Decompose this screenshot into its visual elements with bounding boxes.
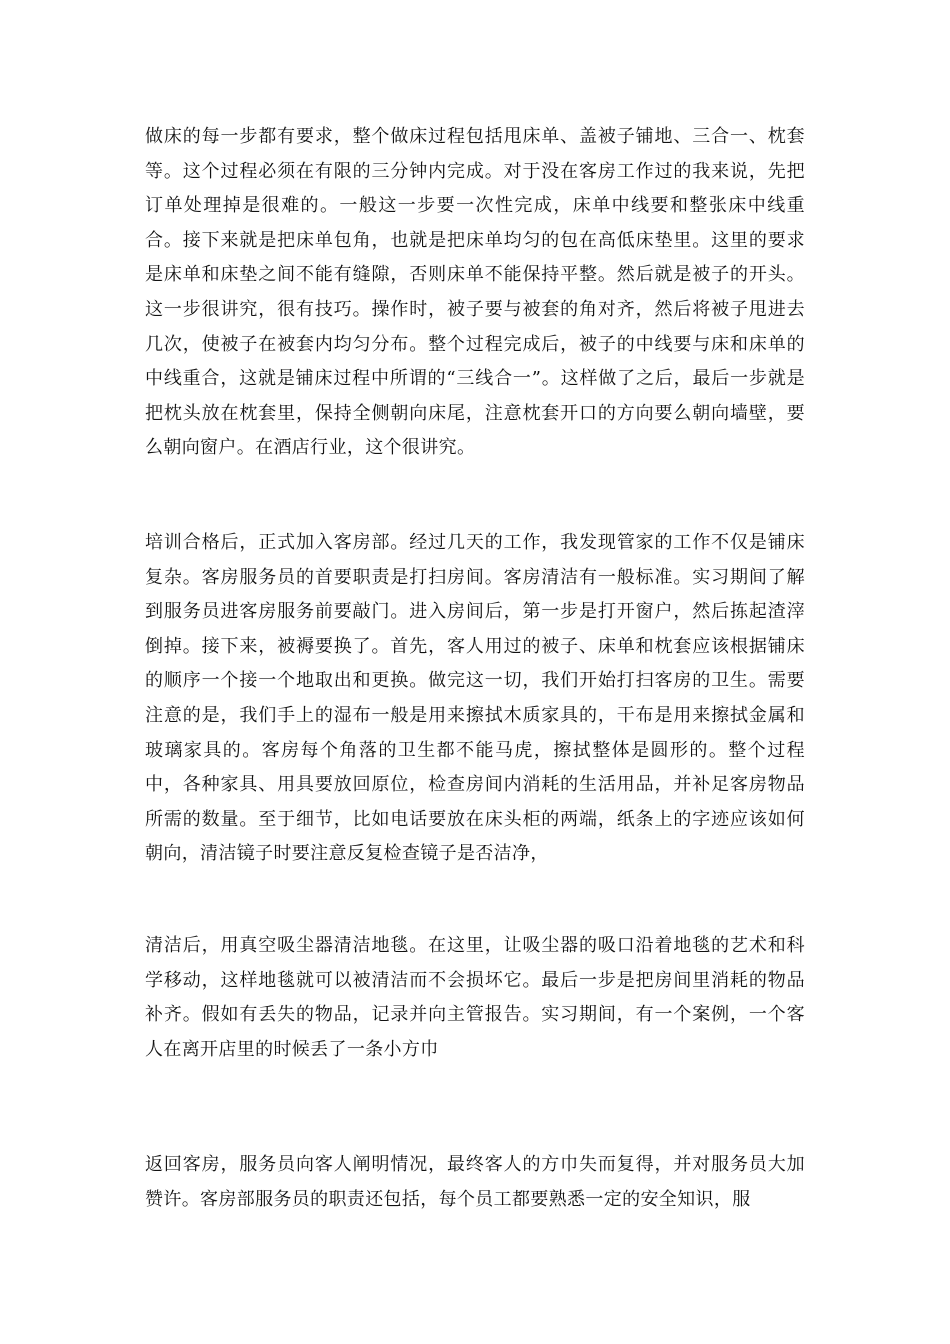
paragraph-carpet-cleaning: 清洁后，用真空吸尘器清洁地毯。在这里，让吸尘器的吸口沿着地毯的艺术和科学移动，这样地毯就可以被清洁而不会损坏它。最后一步是把房间里消耗的物品补齐。假如有丢失的物品，记录并向主管报告。实习期间，有一个案例，一个客人在离开店里的时候丢了一条小方巾 [145, 935, 805, 1060]
paragraph-bed-making: 做床的每一步都有要求，整个做床过程包括甩床单、盖被子铺地、三合一、枕套等。这个过程必须在有限的三分钟内完成。对于没在客房工作过的我来说，先把订单处理掉是很难的。一般这一步要一次性完成，床单中线要和整张床中线重合。接下来就是把床单包角，也就是把床单均匀的包在高低床垫里。这里的要求是床单和床垫之间不能有缝隙，否则床单不能保持平整。然后就是被子的开头。这一步很讲究，很有技巧。操作时，被子要与被套的角对齐，然后将被子甩进去几次，使被子在被套内均匀分布。整个过程完成后，被子的中线要与床和床单的中线重合，这就是铺床过程中所谓的“三线合一”。这样做了之后，最后一步就是把枕头放在枕套里，保持全侧朝向床尾，注意枕套开口的方向要么朝向墙壁，要么朝向窗户。在酒店行业，这个很讲究。 [145, 126, 805, 459]
paragraph-guest-return: 返回客房，服务员向客人阐明情况，最终客人的方巾失而复得，并对服务员大加赞许。客房部服务员的职责还包括，每个员工都要熟悉一定的安全知识，服 [145, 1154, 805, 1210]
paragraph-room-cleaning: 培训合格后，正式加入客房部。经过几天的工作，我发现管家的工作不仅是铺床复杂。客房服务员的首要职责是打扫房间。客房清洁有一般标准。实习期间了解到服务员进客房服务前要敲门。进入房间后，第一步是打开窗户，然后拣起渣滓倒掉。接下来，被褥要换了。首先，客人用过的被子、床单和枕套应该根据铺床的顺序一个接一个地取出和更换。做完这一切，我们开始打扫客房的卫生。需要注意的是，我们手上的湿布一般是用来擦拭木质家具的，干布是用来擦拭金属和玻璃家具的。客房每个角落的卫生都不能马虎，擦拭整体是圆形的。整个过程中，各种家具、用具要放回原位，检查房间内消耗的生活用品，并补足客房物品所需的数量。至于细节，比如电话要放在床头柜的两端，纸条上的字迹应该如何朝向，清洁镜子时要注意反复检查镜子是否洁净， [145, 532, 805, 865]
